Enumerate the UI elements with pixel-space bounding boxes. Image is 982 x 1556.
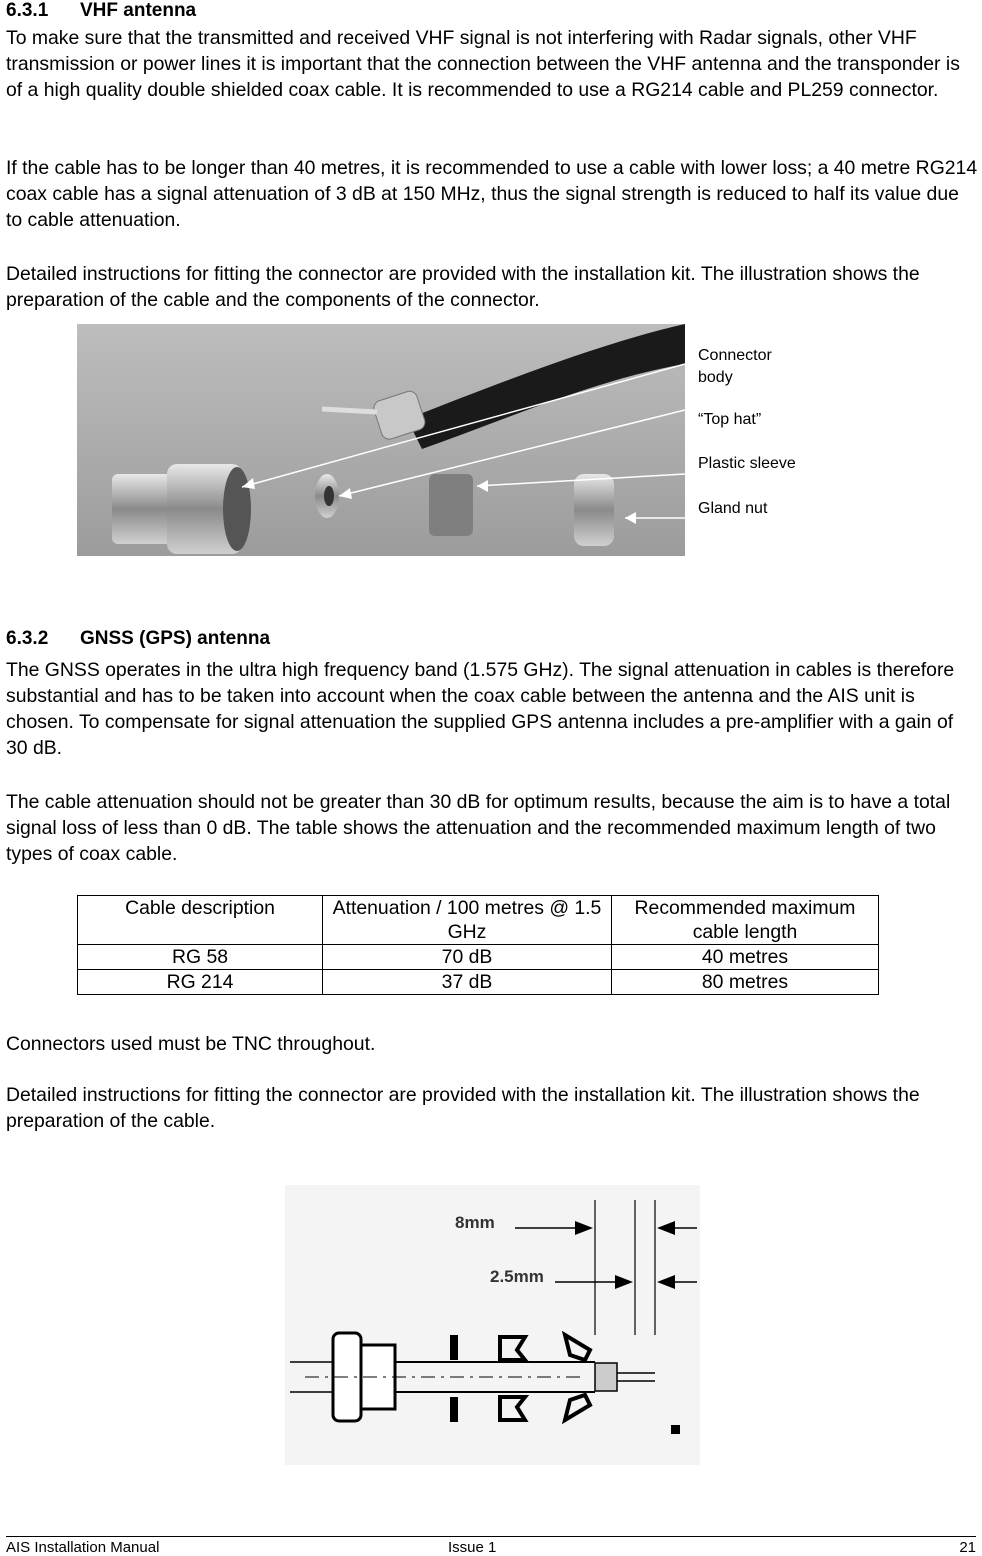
section-number: 6.3.1	[6, 0, 49, 21]
table-cell: 37 dB	[323, 970, 612, 995]
table-header-row	[78, 896, 879, 945]
paragraph-text: The GNSS operates in the ultra high frequency band (1.575 GHz). The signal attenuation in cables is therefore substantial and has to be taken into account when the coax cable between the antenna and the AIS unit is chosen. To compensate for signal attenuation the supplied GPS antenna includes a pre-amplifier with a gain of 30 dB.	[6, 659, 955, 759]
table-cell: 80 metres	[612, 970, 879, 995]
plastic-sleeve-shape	[429, 474, 473, 536]
table-row	[78, 970, 879, 995]
footer-manual-title: AIS Installation Manual	[6, 1539, 160, 1556]
gnss-paragraph-4	[6, 1082, 978, 1134]
section-heading-gnss	[6, 628, 270, 650]
footer-issue: Issue 1	[448, 1539, 497, 1556]
paragraph-text: Detailed instructions for fitting the connector are provided with the installation kit. The illustration shows the preparation of the cable and the components of the connector.	[6, 263, 920, 311]
cable-table	[77, 895, 879, 995]
dimension-8mm: 8mm	[455, 1213, 495, 1232]
gland-nut-shape	[574, 474, 614, 546]
paragraph-text: If the cable has to be longer than 40 metres, it is recommended to use a cable with lower loss; a 40 metre RG214 coax cable has a signal attenuation of 3 dB at 150 MHz, thus the signal strength is reduced to half its value due to cable attenuation.	[6, 157, 978, 231]
dimension-2-5mm: 2.5mm	[490, 1267, 544, 1286]
label-plastic-sleeve: Plastic sleeve	[698, 455, 796, 472]
paragraph-text: To make sure that the transmitted and received VHF signal is not interfering with Radar signals, other VHF transmission or power lines it is important that the connection between the VHF antenna and the transponder is of a high quality double shielded coax cable. It is recommended to use a RG214 cable and PL259 connector.	[6, 27, 960, 101]
section-title: VHF antenna	[80, 0, 197, 21]
gnss-paragraph-3	[6, 1031, 978, 1057]
vhf-paragraph-2	[6, 155, 978, 233]
table-cell: 40 metres	[612, 945, 879, 970]
table-cell: 70 dB	[323, 945, 612, 970]
connector-knurl	[112, 474, 172, 544]
page-footer	[6, 1536, 976, 1555]
table-header: Cable description	[78, 896, 323, 945]
vhf-paragraph-3	[6, 261, 978, 313]
section-heading-vhf	[6, 0, 196, 22]
footer-page-number: 21	[959, 1539, 976, 1556]
label-top-hat: “Top hat”	[698, 411, 762, 428]
paragraph-text: Detailed instructions for fitting the connector are provided with the installation kit. The illustration shows the preparation of the cable.	[6, 1084, 920, 1132]
table-cell: RG 58	[78, 945, 323, 970]
table-cell: RG 214	[78, 970, 323, 995]
label-connector-body: Connector body	[698, 347, 772, 386]
table-header: Recommended maximum cable length	[612, 896, 879, 945]
gnss-paragraph-2	[6, 789, 978, 867]
tnc-diagram	[285, 1185, 700, 1465]
section-number: 6.3.2	[6, 628, 49, 649]
paragraph-text: The cable attenuation should not be greater than 30 dB for optimum results, because the aim is to have a total signal loss of less than 0 dB. The table shows the attenuation and the recommended maximum length of two types of coax cable.	[6, 791, 951, 865]
section-title: GNSS (GPS) antenna	[80, 628, 271, 649]
connector-photo	[77, 324, 685, 556]
gnss-paragraph-1	[6, 657, 978, 761]
table-row	[78, 945, 879, 970]
cable-core	[322, 409, 377, 412]
table-header: Attenuation / 100 metres @ 1.5 GHz	[323, 896, 612, 945]
paragraph-text: Connectors used must be TNC throughout.	[6, 1033, 376, 1055]
vhf-paragraph-1	[6, 25, 978, 103]
label-gland-nut: Gland nut	[698, 500, 768, 517]
